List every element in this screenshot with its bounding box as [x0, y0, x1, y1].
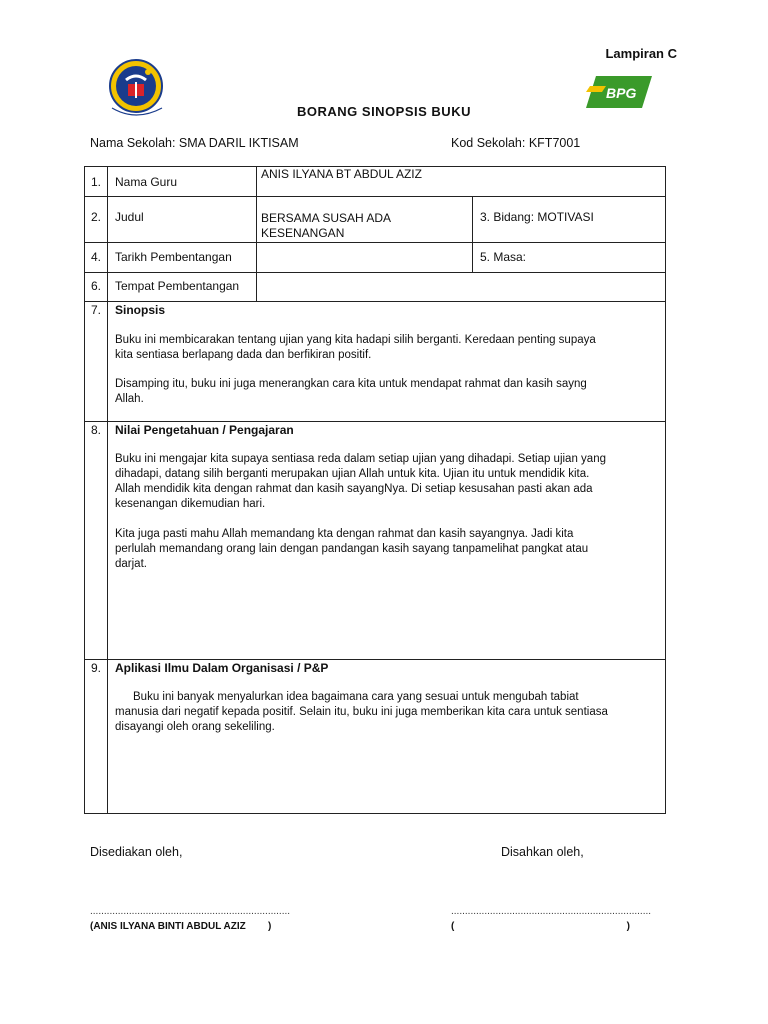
- row-number: 2.: [91, 210, 102, 224]
- synopsis-text: Allah.: [115, 393, 144, 405]
- teacher-name-value: ANIS ILYANA BT ABDUL AZIZ: [261, 167, 422, 181]
- book-title-line2: KESENANGAN: [261, 226, 345, 240]
- values-text: perlulah memandang orang lain dengan pandangan kasih sayang tanpamelihat pangkat atau: [115, 543, 589, 555]
- school-name: Nama Sekolah: SMA DARIL IKTISAM: [90, 136, 299, 150]
- row-label-title: Judul: [115, 210, 144, 224]
- application-heading: Aplikasi Ilmu Dalam Organisasi / P&P: [115, 661, 329, 675]
- synopsis-heading: Sinopsis: [115, 303, 166, 317]
- approver-name: ( ): [451, 921, 630, 932]
- synopsis-table: [84, 166, 666, 814]
- row-divider: [85, 301, 665, 302]
- school-code: Kod Sekolah: KFT7001: [451, 136, 581, 150]
- row-divider: [85, 272, 665, 273]
- approved-by-label: Disahkan oleh,: [501, 845, 584, 859]
- application-text: manusia dari negatif kepada positif. Selain itu, buku ini juga memberikan kita cara untuk sentiasa: [115, 706, 608, 718]
- number-column-divider: [107, 167, 108, 814]
- values-heading: Nilai Pengetahuan / Pengajaran: [115, 423, 294, 437]
- field-value: 3. Bidang: MOTIVASI: [480, 210, 594, 224]
- row-divider: [85, 242, 665, 243]
- row-number: 4.: [91, 250, 102, 264]
- form-title: BORANG SINOPSIS BUKU: [297, 104, 471, 119]
- application-text: Buku ini banyak menyalurkan idea bagaimana cara yang sesuai untuk mengubah tabiat: [133, 691, 579, 703]
- synopsis-text: Buku ini membicarakan tentang ujian yang kita hadapi silih berganti. Keredaan penting supaya: [115, 334, 596, 346]
- values-text: darjat.: [115, 558, 147, 570]
- prepared-by-label: Disediakan oleh,: [90, 845, 183, 859]
- row-divider: [85, 196, 665, 197]
- preparer-name: (ANIS ILYANA BINTI ABDUL AZIZ ): [90, 921, 272, 932]
- signature-line-right: ........................................................................: [451, 906, 652, 917]
- lampiran-label: Lampiran C: [605, 46, 677, 61]
- values-text: dihadapi, datang silih berganti merupakan ujian Allah untuk kita. Ujian itu untuk mendidik kita.: [115, 468, 590, 480]
- values-text: Kita juga pasti mahu Allah memandang kta dengan rahmat dan kasih sayangnya. Jadi kita: [115, 528, 574, 540]
- row-number: 9.: [91, 661, 102, 675]
- values-text: Allah mendidik kita dengan rahmat dan kasih sayangNya. Di setiap kesusahan pasti akan ada: [115, 483, 593, 495]
- bpg-logo-text: BPG: [606, 85, 637, 101]
- row-label-venue: Tempat Pembentangan: [115, 279, 240, 293]
- book-title-line1: BERSAMA SUSAH ADA: [261, 211, 392, 225]
- signature-line-left: ........................................................................: [90, 906, 291, 917]
- row-number: 1.: [91, 175, 102, 189]
- row-number: 7.: [91, 303, 102, 317]
- duration-label: 5. Masa:: [480, 250, 527, 264]
- row-label-date: Tarikh Pembentangan: [115, 250, 232, 264]
- label-column-divider: [256, 167, 257, 301]
- row-divider: [85, 659, 665, 660]
- row-divider: [85, 421, 665, 422]
- application-text: disayangi oleh orang sekeliling.: [115, 721, 275, 733]
- row-label-teacher: Nama Guru: [115, 175, 178, 189]
- row-number: 8.: [91, 423, 102, 437]
- values-text: Buku ini mengajar kita supaya sentiasa reda dalam setiap ujian yang dihadapi. Setiap ujian yang: [115, 453, 606, 465]
- row-number: 6.: [91, 279, 102, 293]
- synopsis-text: Disamping itu, buku ini juga menerangkan cara kita untuk mendapat rahmat dan kasih sayng: [115, 378, 587, 390]
- synopsis-text: kita sentiasa berlapang dada dan berfikiran positif.: [115, 349, 372, 361]
- extra-column-divider: [472, 196, 473, 272]
- values-text: kesenangan dikemudian hari.: [115, 498, 266, 510]
